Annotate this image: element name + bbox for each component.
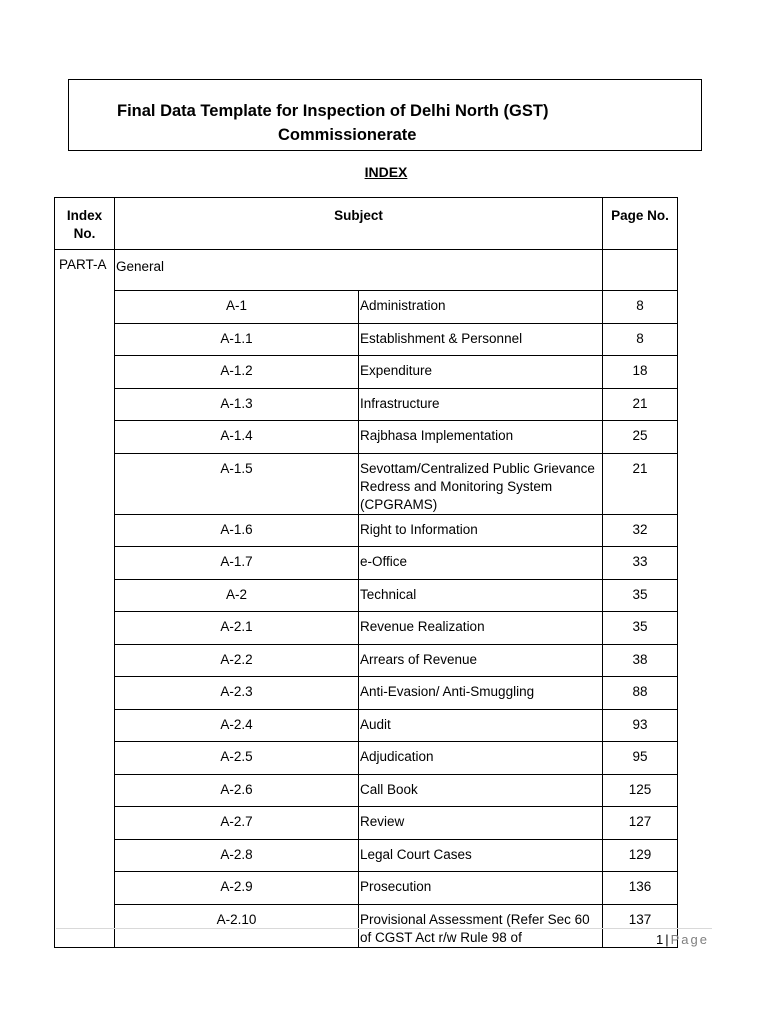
- page-number-cell: 93: [603, 709, 678, 742]
- table-row: [55, 709, 678, 742]
- subject-cell: Audit: [359, 709, 603, 742]
- index-table: [54, 197, 678, 948]
- page-number-cell: 33: [603, 547, 678, 580]
- index-number-cell: A-2.4: [115, 709, 359, 742]
- page-number-cell: 35: [603, 579, 678, 612]
- header-subject-label: Subject: [334, 208, 383, 223]
- page-number-cell: 129: [603, 839, 678, 872]
- subject-cell: Provisional Assessment (Refer Sec 60 of CGST Act r/w Rule 98 of: [359, 904, 603, 947]
- page-number-cell: 35: [603, 612, 678, 645]
- table-row: [55, 839, 678, 872]
- table-row: [55, 872, 678, 905]
- index-number-cell: A-1.2: [115, 356, 359, 389]
- page-number-cell: 21: [603, 388, 678, 421]
- footer-divider: [56, 928, 712, 929]
- subject-cell: Rajbhasa Implementation: [359, 421, 603, 454]
- index-number-cell: A-2.10: [115, 904, 359, 947]
- header-index-no: [55, 198, 115, 250]
- part-label-cell: [55, 250, 115, 948]
- subject-cell: Technical: [359, 579, 603, 612]
- subject-cell: Review: [359, 807, 603, 840]
- table-row: [55, 807, 678, 840]
- subject-cell: Revenue Realization: [359, 612, 603, 645]
- page-number-cell: 125: [603, 774, 678, 807]
- index-number-cell: A-1.7: [115, 547, 359, 580]
- page-number-cell: 88: [603, 677, 678, 710]
- table-row: [55, 421, 678, 454]
- subject-cell: e-Office: [359, 547, 603, 580]
- table-body: [55, 250, 678, 948]
- title-line-2: Commissionerate: [278, 126, 417, 144]
- page-number-cell: 32: [603, 514, 678, 547]
- page-number-cell: 25: [603, 421, 678, 454]
- index-number-cell: A-2.3: [115, 677, 359, 710]
- table-row: [55, 323, 678, 356]
- footer-page-number: 1: [656, 932, 664, 947]
- table-row: [55, 356, 678, 389]
- header-page-no: [603, 198, 678, 250]
- index-number-cell: A-2.8: [115, 839, 359, 872]
- table-row: [55, 774, 678, 807]
- index-number-cell: A-2.7: [115, 807, 359, 840]
- index-number-cell: A-2.2: [115, 644, 359, 677]
- page-number-cell: 38: [603, 644, 678, 677]
- index-number-cell: A-2.1: [115, 612, 359, 645]
- page-number-cell: 95: [603, 742, 678, 775]
- header-subject: [115, 198, 603, 250]
- index-number-cell: A-1.4: [115, 421, 359, 454]
- table-row: [55, 677, 678, 710]
- subject-cell: Right to Information: [359, 514, 603, 547]
- index-number-cell: A-1: [115, 291, 359, 324]
- subject-cell: Administration: [359, 291, 603, 324]
- part-label: PART-A: [59, 257, 107, 272]
- index-number-cell: A-2.9: [115, 872, 359, 905]
- part-row: [55, 250, 678, 291]
- table-row: [55, 742, 678, 775]
- part-title: General: [116, 259, 165, 274]
- table-row: [55, 514, 678, 547]
- page-number-cell: 127: [603, 807, 678, 840]
- index-number-cell: A-2: [115, 579, 359, 612]
- subject-cell: Call Book: [359, 774, 603, 807]
- part-title-cell: [115, 250, 603, 291]
- index-heading: INDEX: [364, 164, 408, 180]
- table-row: [55, 904, 678, 947]
- footer-separator: |: [665, 932, 669, 947]
- index-number-cell: A-1.5: [115, 453, 359, 514]
- subject-cell: Legal Court Cases: [359, 839, 603, 872]
- title-line-1: Final Data Template for Inspection of Delhi North (GST): [117, 102, 549, 120]
- footer-page-label: Page: [670, 932, 709, 947]
- table-row: [55, 579, 678, 612]
- table-row: [55, 547, 678, 580]
- table-row: [55, 453, 678, 514]
- page-number-cell: 8: [603, 323, 678, 356]
- header-index-label: Index No.: [66, 208, 103, 241]
- table-header-row: [55, 198, 678, 250]
- page-number-cell: 18: [603, 356, 678, 389]
- page-number-cell: 8: [603, 291, 678, 324]
- subject-cell: Infrastructure: [359, 388, 603, 421]
- subject-cell: Establishment & Personnel: [359, 323, 603, 356]
- index-number-cell: A-1.3: [115, 388, 359, 421]
- subject-cell: Sevottam/Centralized Public Grievance Redress and Monitoring System (CPGRAMS): [359, 453, 603, 514]
- page-number-cell: 137: [603, 904, 678, 947]
- index-number-cell: A-2.6: [115, 774, 359, 807]
- table-row: [55, 612, 678, 645]
- page-footer: [656, 932, 709, 947]
- header-page-label: Page No.: [611, 208, 669, 223]
- table-row: [55, 291, 678, 324]
- subject-cell: Anti-Evasion/ Anti-Smuggling: [359, 677, 603, 710]
- index-number-cell: A-2.5: [115, 742, 359, 775]
- part-page-cell: [603, 250, 678, 291]
- table-row: [55, 388, 678, 421]
- subject-cell: Arrears of Revenue: [359, 644, 603, 677]
- subject-cell: Expenditure: [359, 356, 603, 389]
- index-number-cell: A-1.6: [115, 514, 359, 547]
- subject-cell: Prosecution: [359, 872, 603, 905]
- index-number-cell: A-1.1: [115, 323, 359, 356]
- table-row: [55, 644, 678, 677]
- page-number-cell: 136: [603, 872, 678, 905]
- title-box: [68, 79, 702, 151]
- subject-cell: Adjudication: [359, 742, 603, 775]
- page-number-cell: 21: [603, 453, 678, 514]
